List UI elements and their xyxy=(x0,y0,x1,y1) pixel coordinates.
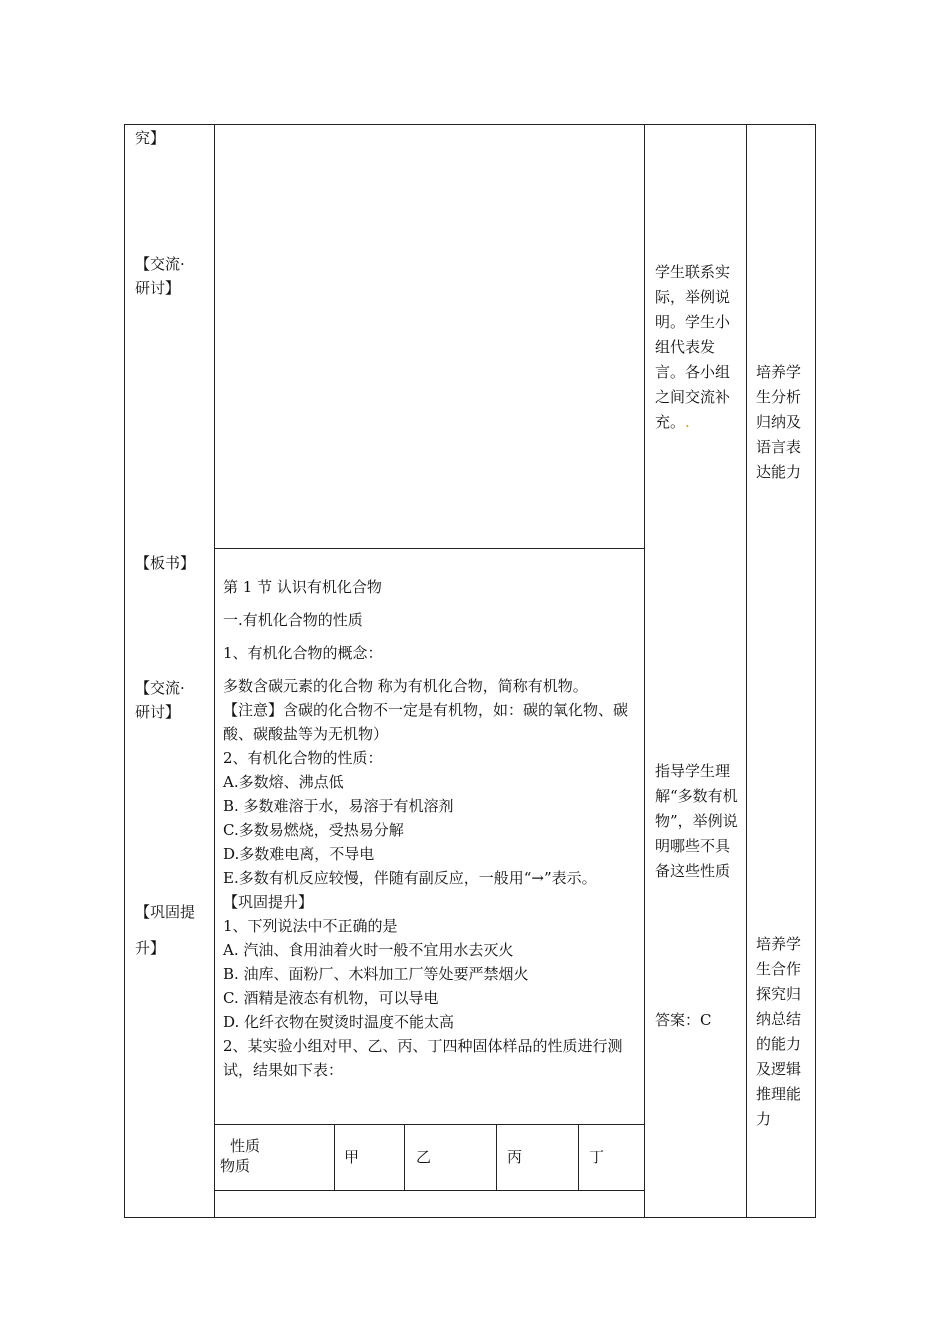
heading-properties: 一.有机化合物的性质 xyxy=(223,611,363,629)
question-2: 2、某实验小组对甲、乙、丙、丁四种固体样品的性质进行测试，结果如下表： xyxy=(223,1037,623,1079)
property-e: E.多数有机反应较慢，伴随有副反应，一般用“→”表示。 xyxy=(223,869,597,887)
label-exchange-1-line1: 【交流· xyxy=(135,255,185,273)
board-content xyxy=(223,575,639,1082)
inner-table-col-divider-4 xyxy=(578,1124,579,1190)
column-divider-3 xyxy=(746,124,747,1218)
column-divider-2 xyxy=(644,124,645,1218)
inner-col-ding: 丁 xyxy=(589,1148,605,1166)
inner-table-bottom xyxy=(214,1190,645,1191)
label-exchange-1-line2: 研讨】 xyxy=(135,279,181,297)
table-bottom-border xyxy=(124,1217,816,1218)
concept-text: 多数含碳元素的化合物 称为有机化合物，简称有机物。 xyxy=(223,677,588,695)
inner-table-col-divider-1 xyxy=(334,1124,335,1190)
property-b: B. 多数难溶于水，易溶于有机溶剂 xyxy=(223,797,454,815)
label-exchange-2-line1: 【交流· xyxy=(135,679,185,697)
answer-text: 答案：C xyxy=(655,1011,712,1029)
inner-header-bottom: 物质 xyxy=(220,1157,251,1175)
table-left-border xyxy=(124,124,125,1218)
inner-table-top xyxy=(214,1124,645,1125)
property-a: A.多数熔、沸点低 xyxy=(223,773,344,791)
inner-col-bing: 丙 xyxy=(507,1148,523,1166)
activity-1-dot: . xyxy=(685,413,690,431)
activity-1: 学生联系实际，举例说明。学生小组代表发言。各小组之间交流补充。. xyxy=(655,263,731,431)
goal-2: 培养学生合作探究归纳总结的能力及逻辑推理能力 xyxy=(756,935,802,1128)
note-text: 【注意】含碳的化合物不一定是有机物，如：碳的氧化物、碳酸、碳酸盐等为无机物） xyxy=(223,701,629,743)
inner-table-col-divider-3 xyxy=(496,1124,497,1190)
question-1-option-d: D. 化纤衣物在熨烫时温度不能太高 xyxy=(223,1013,455,1031)
label-board: 【板书】 xyxy=(135,554,196,572)
activity-2: 指导学生理解“多数有机物”，举例说明哪些不具备这些性质 xyxy=(655,762,738,880)
inner-col-yi: 乙 xyxy=(416,1148,432,1166)
heading-concept: 1、有机化合物的概念： xyxy=(223,644,383,662)
table-top-border xyxy=(124,124,816,125)
question-1-option-a: A. 汽油、食用油着火时一般不宜用水去灭火 xyxy=(223,941,514,959)
main-cell-divider xyxy=(214,548,645,549)
inner-col-jia: 甲 xyxy=(344,1148,360,1166)
column-divider-1 xyxy=(214,124,215,1218)
inner-header-top: 性质 xyxy=(230,1137,261,1155)
property-c: C.多数易燃烧，受热易分解 xyxy=(223,821,404,839)
section-title: 第 1 节 认识有机化合物 xyxy=(223,578,382,596)
inner-table-col-divider-2 xyxy=(404,1124,405,1190)
label-consolidate-line1: 【巩固提 xyxy=(135,903,196,921)
label-top-fragment: 究】 xyxy=(135,129,166,147)
consolidate-heading: 【巩固提升】 xyxy=(223,893,314,911)
properties-title: 2、有机化合物的性质： xyxy=(223,749,383,767)
question-1-option-c: C. 酒精是液态有机物，可以导电 xyxy=(223,989,439,1007)
label-exchange-2-line2: 研讨】 xyxy=(135,703,181,721)
label-consolidate-line2: 升】 xyxy=(135,939,166,957)
question-1: 1、下列说法中不正确的是 xyxy=(223,917,398,935)
goal-1: 培养学生分析归纳及语言表达能力 xyxy=(756,363,802,481)
property-d: D.多数难电离，不导电 xyxy=(223,845,375,863)
question-1-option-b: B. 油库、面粉厂、木料加工厂等处要严禁烟火 xyxy=(223,965,529,983)
table-right-border xyxy=(815,124,816,1218)
